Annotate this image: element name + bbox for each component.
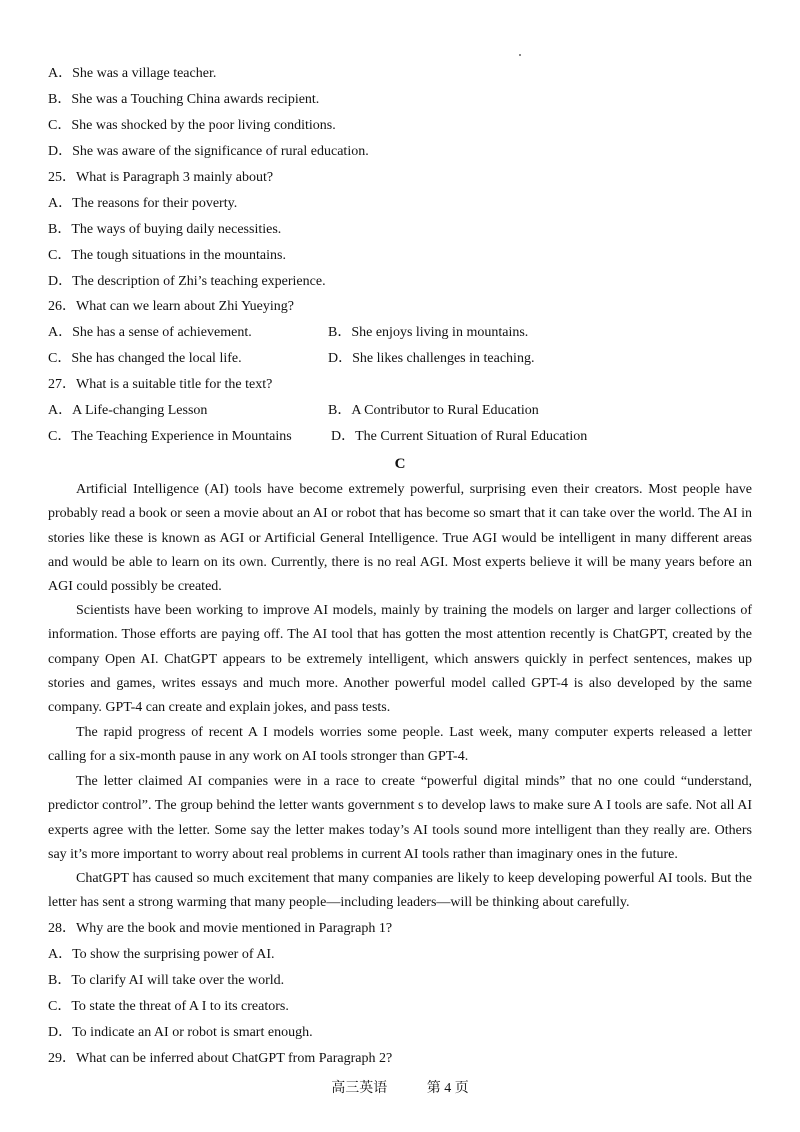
page-footer — [0, 1077, 800, 1097]
q28-question: 28．Why are the book and movie mentioned in Paragraph 1? — [48, 921, 393, 936]
q25-option-b: B．The ways of buying daily necessities. — [48, 222, 282, 237]
paragraph-2: Scientists have been working to improve AI models, mainly by training the models on larger and larger collections of information. Those efforts are paying off. The AI tool that has gotten the most attention recently is ChatGPT, created by the company Open AI. ChatGPT appears to be extremely intelligent, which answers quickly in perfect sentences, makes up stories and games, writes essays and much more. Another powerful model called GPT-4 is also developed by the same company. GPT-4 can create and explain jokes, and pass tests. — [48, 603, 752, 716]
footer-subject: 高三英语 — [331, 1081, 388, 1096]
q28-option-d: D．To indicate an AI or robot is smart enough. — [48, 1025, 313, 1040]
q26-option-a: A．She has a sense of achievement. — [48, 325, 252, 340]
q27-question: 27．What is a suitable title for the text? — [48, 377, 273, 392]
q24-option-b: B．She was a Touching China awards recipient. — [48, 92, 320, 107]
q26-option-c: C．She has changed the local life. — [48, 351, 242, 366]
footer-page-number: 第 4 页 — [426, 1081, 469, 1096]
q28-option-b: B．To clarify AI will take over the world. — [48, 973, 285, 988]
q25-question: 25．What is Paragraph 3 mainly about? — [48, 170, 274, 185]
paragraph-1: Artificial Intelligence (AI) tools have become extremely powerful, surprising even their creators. Most people have probably read a book or seen a movie about an AI or robot that has become so smart that it can take over the world. The AI in stories like these is known as AGI or Artificial General Intelligence. True AGI would be intelligent in many different areas and would be able to learn on its own. Currently, there is no real AGI. Most experts believe it will be many years before an AGI could possibly be created. — [48, 482, 752, 595]
q28-option-a: A．To show the surprising power of AI. — [48, 947, 275, 962]
q27-option-c: C．The Teaching Experience in Mountains — [48, 429, 292, 444]
section-title: C — [394, 456, 406, 472]
paragraph-5: ChatGPT has caused so much excitement that many companies are likely to keep developing powerful AI tools. But the letter has sent a strong warming that many people—including leaders—will be thinking about carefully. — [48, 871, 752, 911]
paragraph-4: The letter claimed AI companies were in a race to create “powerful digital minds” that no one could “understand, predictor control”. The group behind the letter wants government s to develop laws to make sure A I tools are safe. Not all AI experts agree with the letter. Some say the letter makes today’s AI tools sound more intelligent than they really are. Others say it’s more important to worry about real problems in current AI tools rather than imaginary ones in the future. — [48, 774, 752, 862]
q25-option-d: D．The description of Zhi’s teaching experience. — [48, 274, 326, 289]
q25-option-c: C．The tough situations in the mountains. — [48, 248, 286, 263]
q26-question: 26．What can we learn about Zhi Yueying? — [48, 299, 294, 314]
q26-option-d: D．She likes challenges in teaching. — [328, 351, 535, 366]
q28-option-c: C．To state the threat of A I to its creators. — [48, 999, 289, 1014]
scan-dot — [519, 54, 521, 56]
q24-option-a: A．She was a village teacher. — [48, 66, 217, 81]
q25-option-a: A．The reasons for their poverty. — [48, 196, 238, 211]
paragraph-3: The rapid progress of recent A I models worries some people. Last week, many computer experts released a letter calling for a six-month pause in any work on AI tools stronger than GPT-4. — [48, 725, 752, 765]
q27-option-b: B．A Contributor to Rural Education — [328, 403, 539, 418]
q27-option-d: D．The Current Situation of Rural Education — [331, 429, 588, 444]
q26-option-b: B．She enjoys living in mountains. — [328, 325, 529, 340]
q29-question: 29．What can be inferred about ChatGPT from Paragraph 2? — [48, 1051, 393, 1066]
q24-option-d: D．She was aware of the significance of rural education. — [48, 144, 369, 159]
q24-option-c: C．She was shocked by the poor living conditions. — [48, 118, 336, 133]
q27-option-a: A．A Life-changing Lesson — [48, 403, 208, 418]
